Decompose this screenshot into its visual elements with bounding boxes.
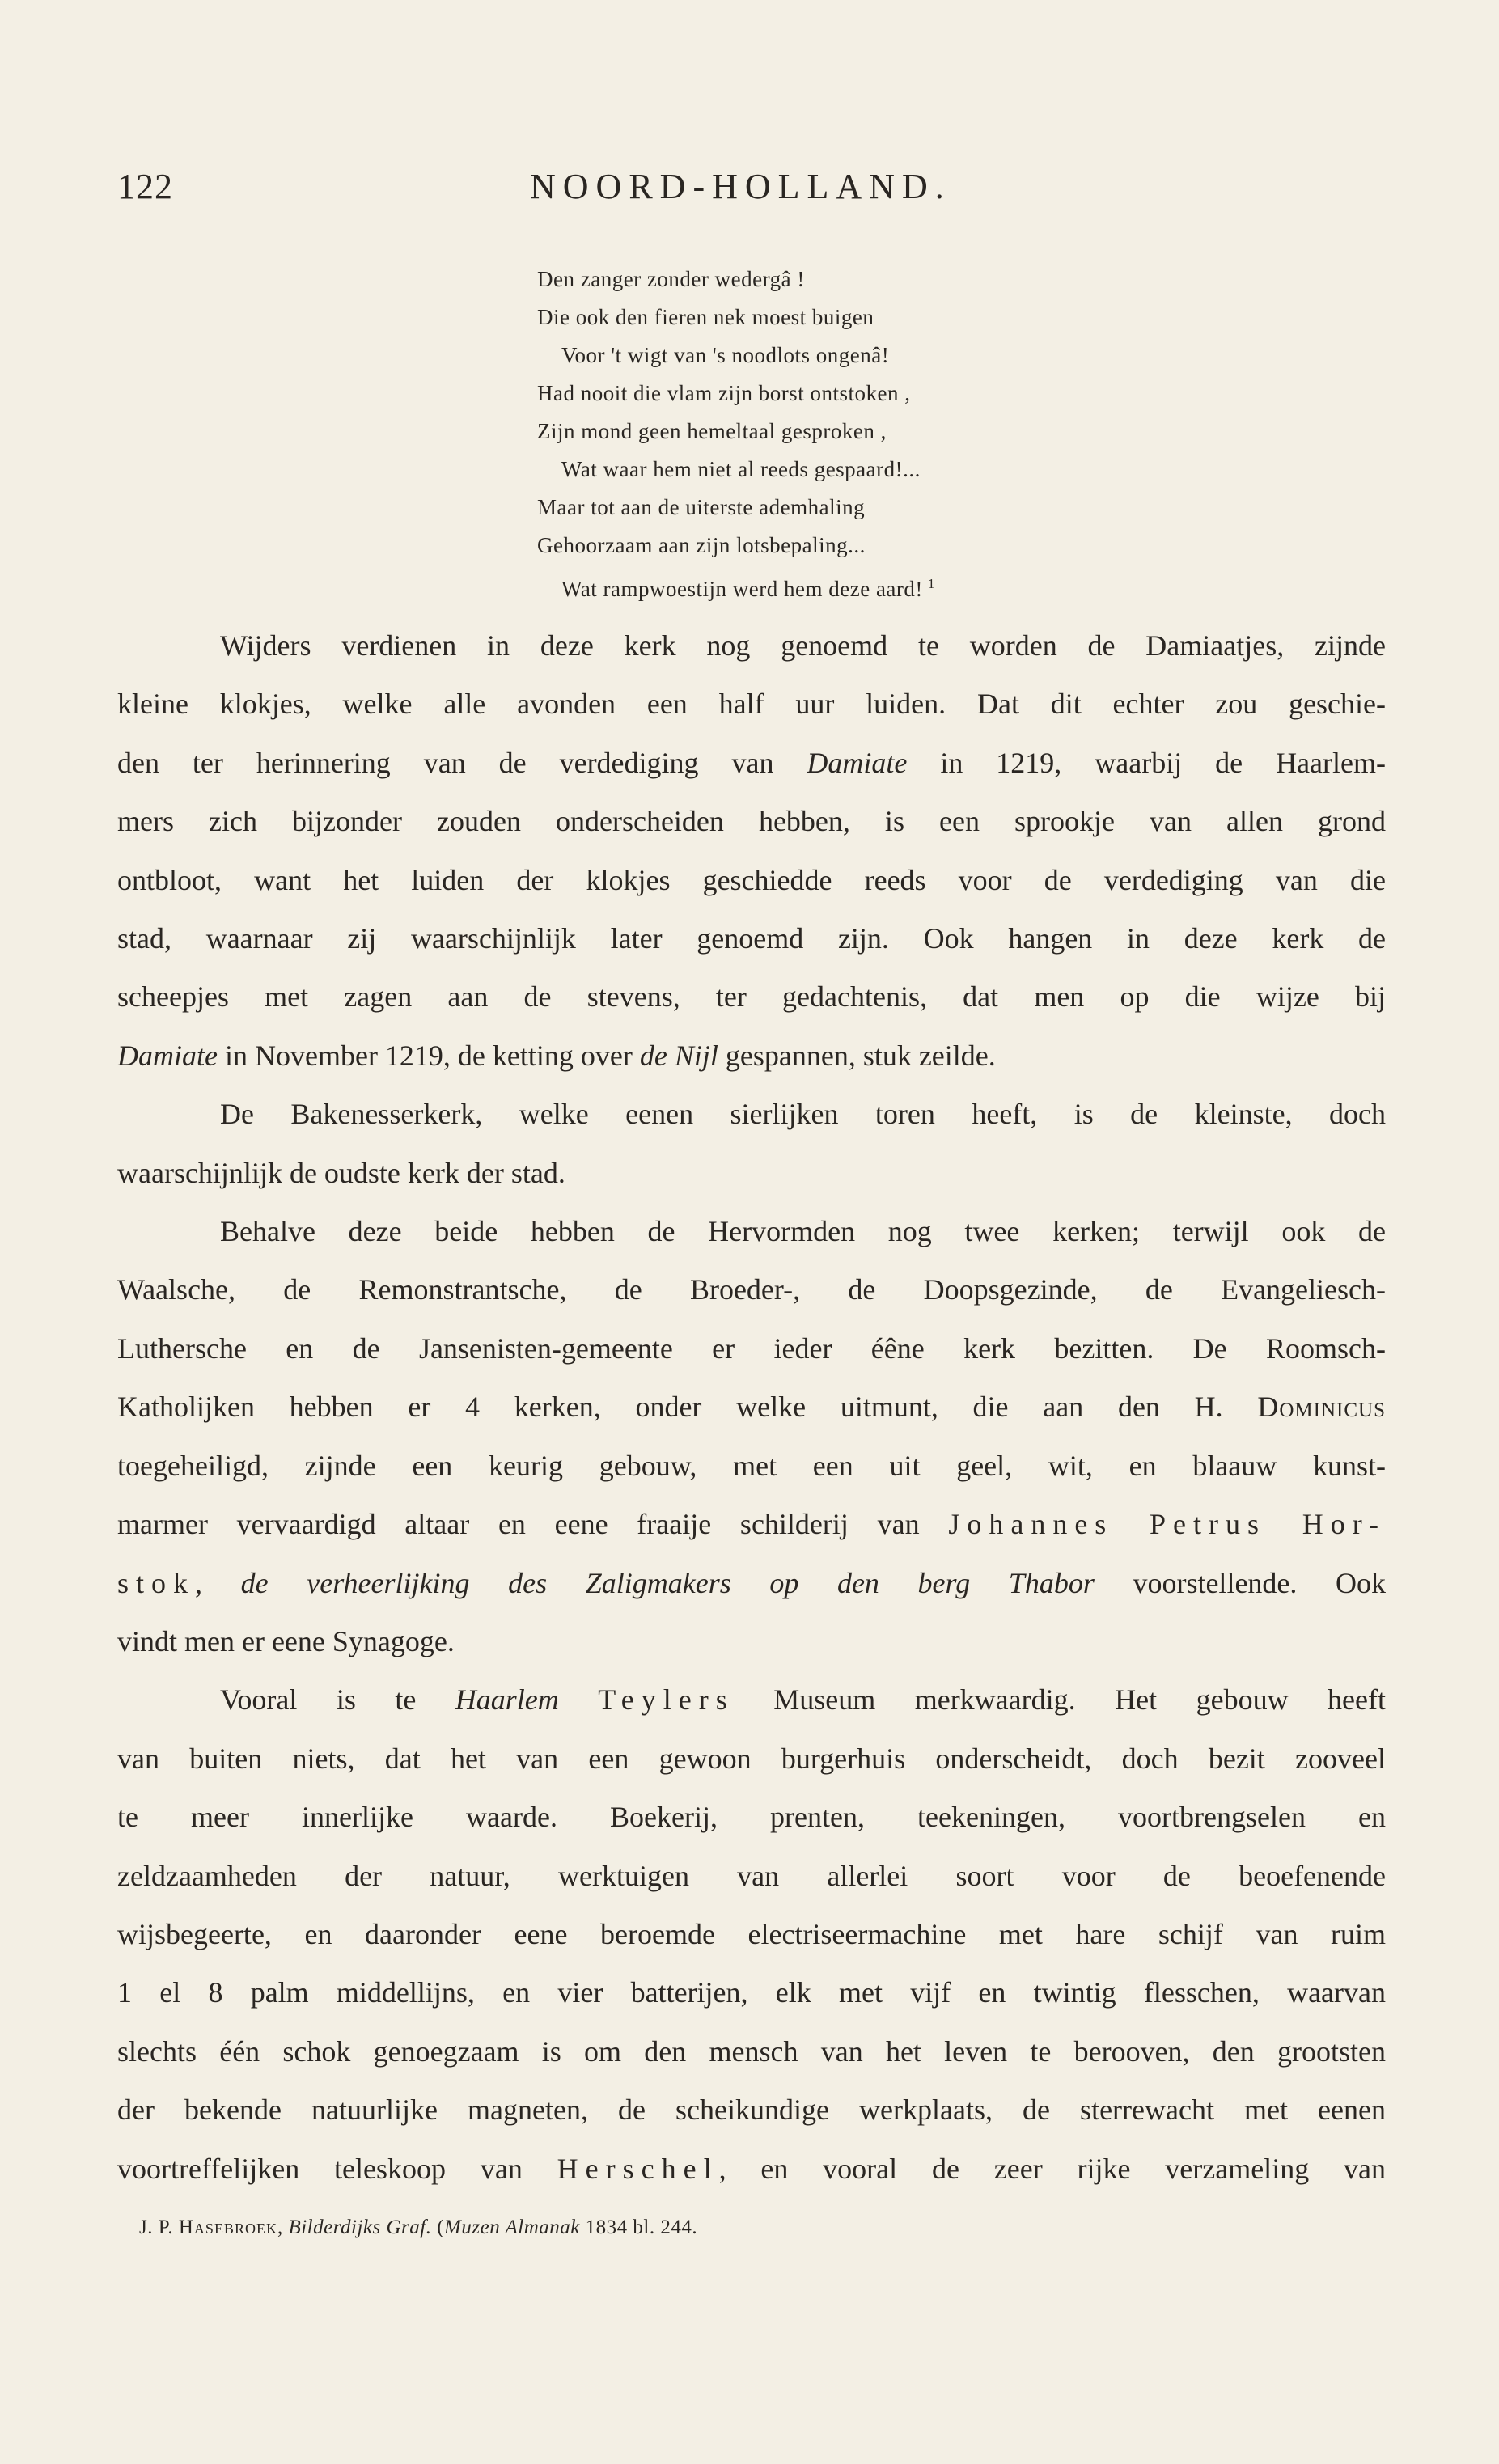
text-line: ontbloot, want het luiden der klokjes geschiedde reeds voor de verdediging van die xyxy=(117,863,1386,896)
text-line: der bekende natuurlijke magneten, de scheikundige werkplaats, de sterrewacht met eenen xyxy=(117,2094,1386,2127)
text-line: stok, de verheerlijking des Zaligmakers op den berg Thabor voorstellende. Ook xyxy=(117,1566,1387,1599)
text-line: De Bakenesserkerk, welke eenen sierlijken toren heeft, is de kleinste, doch xyxy=(220,1098,1386,1131)
footnote-work: Bilderdijks Graf. xyxy=(288,2216,432,2238)
poem-line: Had nooit die vlam zijn borst ontstoken , xyxy=(537,381,911,405)
poem-line: Gehoorzaam aan zijn lotsbepaling... xyxy=(537,533,866,557)
text-line: den ter herinnering van de verdediging van Damiate in 1219, waarbij de Haarlem- xyxy=(117,746,1386,779)
text-line: van buiten niets, dat het van een gewoon burgerhuis onderscheidt, doch bezit zooveel xyxy=(117,1742,1386,1775)
person-name: Dominicus xyxy=(1257,1391,1386,1424)
footnote-reference: 1 xyxy=(927,576,935,591)
text-line: waarschijnlijk de oudste kerk der stad. xyxy=(117,1156,565,1189)
text-line: voortreffelijken teleskoop van Herschel, en vooral de zeer rijke verzameling van xyxy=(117,2152,1386,2185)
text-line: Luthersche en de Jansenisten-gemeente er ieder éêne kerk bezitten. De Roomsch- xyxy=(117,1331,1386,1365)
text-line: 1 el 8 palm middellijns, en vier batterijen, elk met vijf en twintig flesschen, waarvan xyxy=(117,1976,1386,2009)
place-name: Damiate xyxy=(807,746,908,779)
text-line: Wijders verdienen in deze kerk nog genoemd te worden de Damiaatjes, zijnde xyxy=(220,629,1386,662)
text-line: slechts één schok genoegzaam is om den mensch van het leven te berooven, den grootsten xyxy=(117,2034,1386,2068)
page-number: 122 xyxy=(117,167,173,206)
text-line: te meer innerlijke waarde. Boekerij, prenten, teekeningen, voortbrengselen en xyxy=(117,1801,1386,1834)
footnote-author-initials: J. P. xyxy=(139,2216,174,2238)
person-name: stok xyxy=(117,1566,196,1599)
text-line: Katholijken hebben er 4 kerken, onder welke uitmunt, die aan den H. Dominicus xyxy=(117,1391,1386,1424)
place-name: Damiate xyxy=(117,1039,218,1072)
footnote-author: Hasebroek xyxy=(178,2216,277,2238)
footnote: J. P. Hasebroek, Bilderdijks Graf. (Muzen Almanak 1834 bl. 244. xyxy=(139,2216,698,2238)
poem-line: Den zanger zonder wedergâ ! xyxy=(537,267,805,291)
text-line: scheepjes met zagen aan de stevens, ter gedachtenis, dat men op die wijze bij xyxy=(117,980,1386,1014)
text-line: zeldzaamheden der natuur, werktuigen van allerlei soort voor de beoefenende xyxy=(117,1859,1386,1892)
text-line: Behalve deze beide hebben de Hervormden nog twee kerken; terwijl ook de xyxy=(220,1215,1386,1248)
page-title: NOORD-HOLLAND. xyxy=(530,167,951,206)
poem-line: Zijn mond geen hemeltaal gesproken , xyxy=(537,419,887,443)
text-line: stad, waarnaar zij waarschijnlijk later genoemd zijn. Ook hangen in deze kerk de xyxy=(117,922,1386,955)
footnote-source: Muzen Almanak xyxy=(444,2216,580,2238)
text-line: kleine klokjes, welke alle avonden een half uur luiden. Dat dit echter zou geschie- xyxy=(117,688,1386,721)
text-line: mers zich bijzonder zouden onderscheiden hebben, is een sprookje van allen grond xyxy=(117,805,1386,838)
text-line: wijsbegeerte, en daaronder eene beroemde electriseermachine met hare schijf van ruim xyxy=(117,1917,1386,1950)
painting-title: de verheerlijking des Zaligmakers op den berg Thabor xyxy=(240,1566,1095,1599)
poem-line: Maar tot aan de uiterste ademhaling xyxy=(537,495,866,519)
poem xyxy=(537,260,935,608)
person-name: Herschel xyxy=(557,2152,719,2185)
place-name: Haarlem xyxy=(455,1683,559,1717)
text-line: toegeheiligd, zijnde een keurig gebouw, met een uit geel, wit, en blaauw kunst- xyxy=(117,1449,1386,1482)
poem-line: Voor 't wigt van 's noodlots ongenâ! xyxy=(561,343,890,367)
poem-line: Wat rampwoestijn werd hem deze aard! $^1$ xyxy=(561,576,935,601)
text-line: Damiate in November 1219, de ketting over de Nijl gespannen, stuk zeilde. xyxy=(117,1039,996,1072)
text-line: marmer vervaardigd altaar en eene fraaije schilderij van Johannes Petrus Hor- xyxy=(117,1508,1386,1541)
person-name: Johannes Petrus Hor- xyxy=(948,1508,1386,1541)
footnote-details: 1834 bl. 244. xyxy=(585,2216,698,2238)
poem-line: Wat waar hem niet al reeds gespaard!... xyxy=(561,457,921,481)
text-line: vindt men er eene Synagoge. xyxy=(117,1624,455,1657)
text-line: Vooral is te Haarlem Teylers Museum merkwaardig. Het gebouw heeft xyxy=(220,1683,1386,1717)
text-line: Waalsche, de Remonstrantsche, de Broeder-, de Doopsgezinde, de Evangeliesch- xyxy=(117,1273,1386,1306)
person-name: Teylers xyxy=(598,1683,735,1717)
body-text xyxy=(117,616,1386,2198)
place-name: de Nijl xyxy=(639,1039,718,1072)
running-head xyxy=(117,166,983,214)
poem-line: Die ook den fieren nek moest buigen xyxy=(537,305,874,329)
